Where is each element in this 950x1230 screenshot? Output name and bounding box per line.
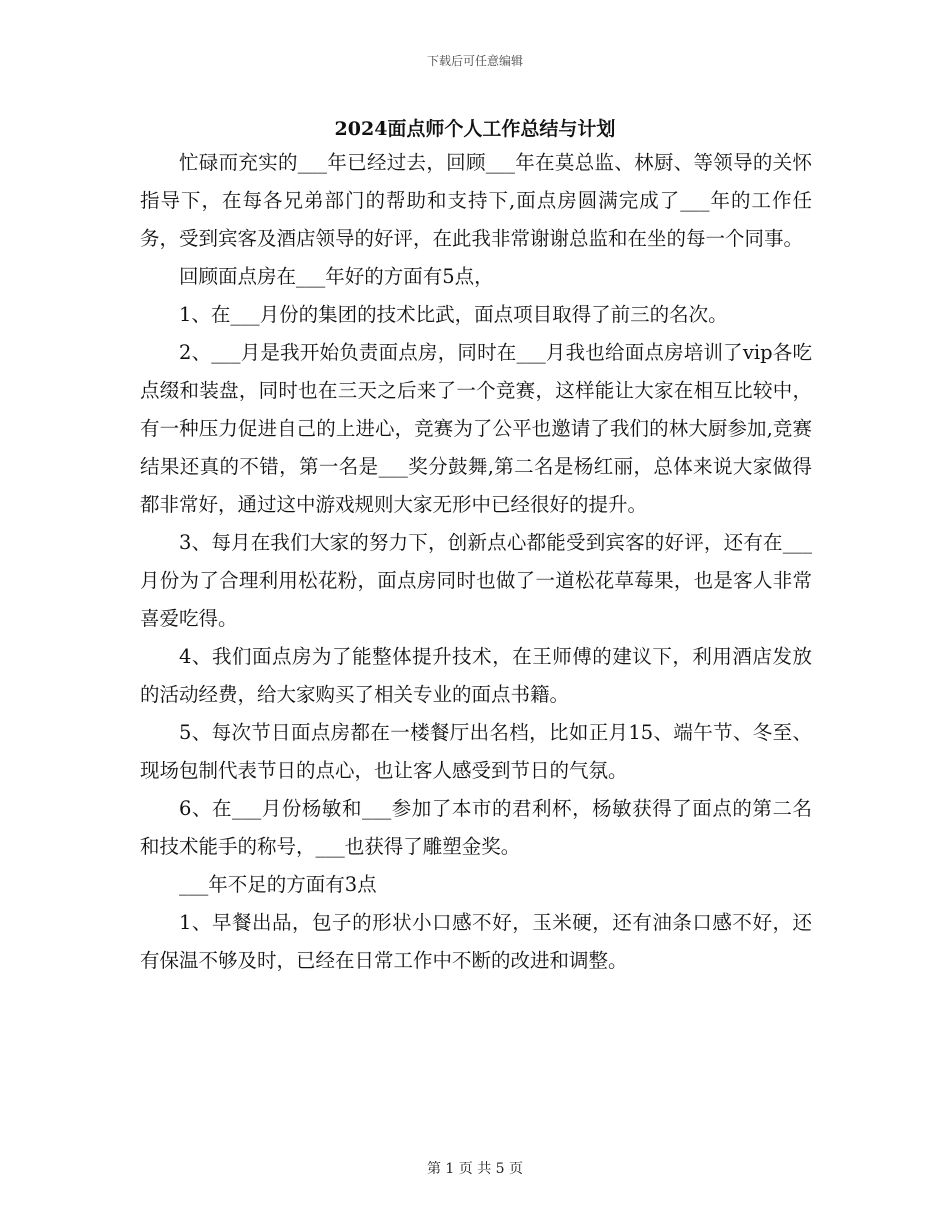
paragraph-strength-4: 4、我们面点房为了能整体提升技术，在王师傅的建议下，利用酒店发放的活动经费，给大家购买了相关专业的面点书籍。 [140, 645, 812, 706]
paragraph-weakness-1: 1、早餐出品，包子的形状小口感不好，玉米硬，还有油条口感不好，还有保温不够及时，已经在日常工作中不断的改进和调整。 [140, 911, 812, 972]
paragraph-weaknesses-heading: ___年不足的方面有3点 [179, 873, 377, 896]
document-title: 2024面点师个人工作总结与计划 [334, 118, 616, 140]
paragraph-intro: 忙碌而充实的___年已经过去，回顾___年在莫总监、林厨、等领导的关怀指导下，在每各兄弟部门的帮助和支持下,面点房圆满完成了___年的工作任务，受到宾客及酒店领导的好评，在此我非常谢谢总监和在坐的每一个同事。 [140, 151, 812, 250]
document-body [140, 144, 812, 980]
paragraph-strength-3: 3、每月在我们大家的努力下，创新点心都能受到宾客的好评，还有在___月份为了合理利用松花粉，面点房同时也做了一道松花草莓果，也是客人非常喜爱吃得。 [140, 531, 812, 630]
paragraph-strength-6: 6、在___月份杨敏和___参加了本市的君利杯，杨敏获得了面点的第二名和技术能手的称号，___也获得了雕塑金奖。 [140, 797, 812, 858]
header-note: 下载后可任意编辑 [426, 54, 523, 68]
paragraph-strength-5: 5、每次节日面点房都在一楼餐厅出名档，比如正月15、端午节、冬至、现场包制代表节日的点心，也让客人感受到节日的气氛。 [140, 721, 812, 782]
page-number-footer: 第 1 页 共 5 页 [426, 1161, 524, 1177]
paragraph-strength-2: 2、___月是我开始负责面点房，同时在___月我也给面点房培训了vip各吃点缀和装盘，同时也在三天之后来了一个竞赛，这样能让大家在相互比较中，有一种压力促进自己的上进心，竞赛为了公平也邀请了我们的林大厨参加,竞赛结果还真的不错，第一名是___奖分鼓舞,第二名是杨红丽，总体来说大家做得都非常好，通过这中游戏规则大家无形中已经很好的提升。 [140, 341, 812, 516]
paragraph-strength-1: 1、在___月份的集团的技术比武，面点项目取得了前三的名次。 [179, 303, 728, 326]
paragraph-strengths-heading: 回顾面点房在___年好的方面有5点， [179, 265, 494, 288]
